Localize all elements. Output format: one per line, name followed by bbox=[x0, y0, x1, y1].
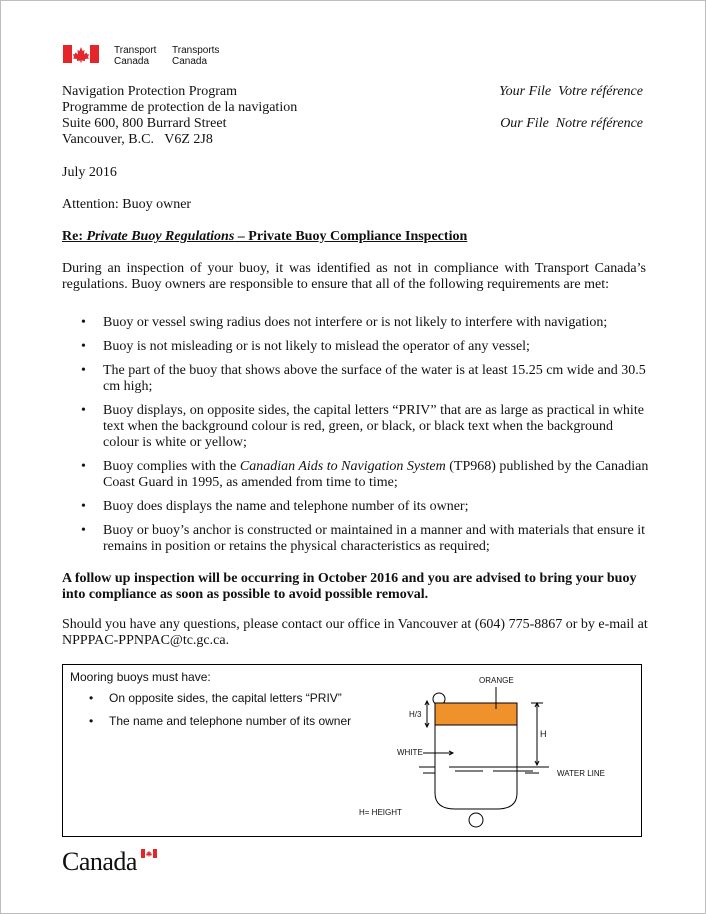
sender-line: Navigation Protection Program bbox=[62, 84, 237, 99]
h3-label: H/3 bbox=[409, 710, 422, 719]
list-item: • On opposite sides, the capital letters “PRIV” bbox=[63, 691, 383, 705]
subject-line bbox=[62, 229, 467, 245]
list-item: • Buoy or vessel swing radius does not interfere or is not likely to interfere with navigation; bbox=[63, 315, 651, 331]
contact-line: Should you have any questions, please contact our office in Vancouver at (604) 775-8867 or by e-mail at bbox=[62, 617, 648, 632]
list-item: • The part of the buoy that shows above the surface of the water is at least 15.25 cm wide and 30.5 cm high; bbox=[63, 363, 651, 395]
canada-wordmark: Canada bbox=[62, 847, 137, 876]
orange-band bbox=[435, 703, 517, 725]
letter-date: July 2016 bbox=[62, 165, 117, 180]
sender-line: Vancouver, B.C. V6Z 2J8 bbox=[62, 132, 213, 147]
mooring-buoy-box bbox=[62, 664, 642, 837]
wordmark-flag-icon bbox=[141, 849, 157, 858]
sender-line: Suite 600, 800 Burrard Street bbox=[62, 116, 227, 131]
canada-flag-icon bbox=[63, 45, 99, 63]
intro-paragraph: During an inspection of your buoy, it was identified as not in compliance with Transport Canada’s regulations. Buoy owners are responsible to ensure that all of the following requirements are met: bbox=[62, 261, 646, 292]
bottom-ring bbox=[469, 813, 483, 827]
dept-fr-line2: Canada bbox=[172, 56, 208, 67]
attention-line: Attention: Buoy owner bbox=[62, 197, 192, 212]
list-item: • Buoy does displays the name and telephone number of its owner; bbox=[63, 499, 651, 515]
followup-notice: A follow up inspection will be occurring in October 2016 and you are advised to bring your buoy into compliance as soon as possible to avoid possible removal. bbox=[62, 571, 637, 602]
contact-paragraph bbox=[62, 617, 652, 649]
department-name-en bbox=[114, 45, 156, 67]
subject-rest: – Private Buoy Compliance Inspection bbox=[234, 229, 468, 244]
req5-text: Buoy complies with the bbox=[103, 459, 240, 474]
our-file-ref: Our File Notre référence bbox=[500, 116, 643, 131]
dept-en-line2: Canada bbox=[114, 56, 150, 67]
white-label: WHITE bbox=[397, 748, 423, 757]
h-label: H bbox=[540, 729, 547, 739]
dept-fr-line1: Transports bbox=[172, 45, 220, 56]
mooring-heading: Mooring buoys must have: bbox=[70, 670, 211, 684]
list-item: • Buoy or buoy’s anchor is constructed or maintained in a manner and with materials that ensure it remains in position or retains the physical characteristics as required; bbox=[63, 523, 651, 555]
req5-text-end: (TP968) published by the Canadian Coast Guard in 1995, as amended from time to time; bbox=[103, 459, 649, 490]
requirements-list bbox=[63, 315, 651, 563]
waterline-label: WATER LINE bbox=[557, 769, 606, 778]
subject-italic: Private Buoy Regulations bbox=[86, 229, 235, 244]
req5-italic: Canadian Aids to Navigation System bbox=[239, 459, 446, 474]
list-item bbox=[63, 459, 651, 491]
your-file-ref: Your File Votre référence bbox=[499, 84, 643, 99]
orange-label: ORANGE bbox=[479, 676, 514, 685]
buoy-diagram bbox=[63, 665, 641, 836]
department-name-fr bbox=[172, 45, 219, 67]
sender-line: Programme de protection de la navigation bbox=[62, 100, 298, 115]
height-legend: H= HEIGHT bbox=[359, 808, 402, 817]
list-item: • Buoy displays, on opposite sides, the capital letters “PRIV” that are as large as practical in white text when the background colour is red, green, or black, or black text when the background colour is white or yellow; bbox=[63, 403, 651, 451]
dept-en-line1: Transport bbox=[114, 45, 157, 56]
list-item: • The name and telephone number of its owner bbox=[63, 714, 383, 728]
list-item: • Buoy is not misleading or is not likely to mislead the operator of any vessel; bbox=[63, 339, 651, 355]
contact-email[interactable]: NPPPAC-PPNPAC@tc.gc.ca. bbox=[62, 633, 230, 648]
subject-prefix: Re: bbox=[62, 229, 87, 244]
sender-address bbox=[62, 84, 297, 148]
